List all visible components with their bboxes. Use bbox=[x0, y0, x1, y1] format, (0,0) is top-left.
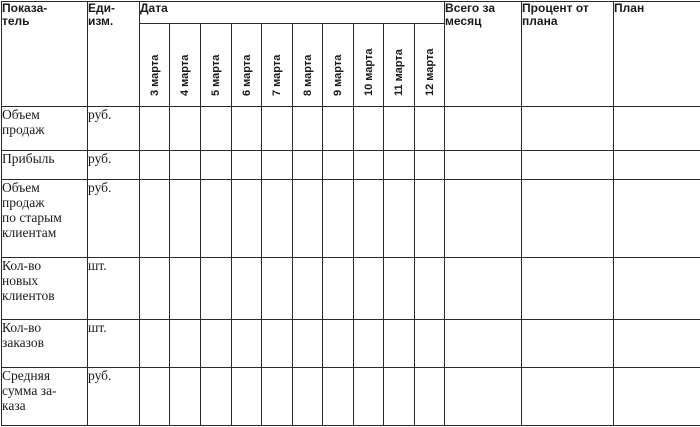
empty-cell bbox=[293, 320, 323, 367]
empty-cell bbox=[614, 107, 700, 151]
plan-percent-header-line: плана bbox=[522, 14, 558, 28]
date-column-header bbox=[415, 24, 445, 107]
indicator-header-line: Показа- bbox=[2, 1, 48, 15]
row-label-line: каза bbox=[2, 397, 26, 413]
date-label: 4 марта bbox=[179, 54, 191, 96]
row-label bbox=[2, 180, 88, 257]
row-label bbox=[2, 257, 88, 319]
empty-cell bbox=[354, 320, 384, 367]
empty-cell bbox=[323, 320, 354, 367]
empty-cell bbox=[445, 107, 522, 151]
row-label bbox=[2, 367, 88, 425]
row-label-line: Объем bbox=[2, 180, 40, 196]
row-unit: руб. bbox=[88, 367, 140, 425]
empty-cell bbox=[140, 180, 170, 257]
row-label bbox=[2, 107, 88, 151]
empty-cell bbox=[293, 367, 323, 425]
empty-cell bbox=[415, 367, 445, 425]
empty-cell bbox=[415, 257, 445, 319]
row-label-line: Кол-во bbox=[2, 320, 42, 336]
date-header-label: Дата bbox=[140, 1, 168, 15]
row-label bbox=[2, 151, 88, 180]
date-label: 6 марта bbox=[240, 54, 253, 96]
empty-cell bbox=[445, 151, 522, 180]
row-label-line: Прибыль bbox=[2, 151, 55, 167]
row-unit: руб. bbox=[88, 180, 140, 257]
date-column-header bbox=[293, 24, 323, 107]
row-label-line: клиентов bbox=[2, 287, 55, 303]
empty-cell bbox=[522, 320, 614, 367]
date-label: 9 марта bbox=[332, 54, 344, 96]
empty-cell bbox=[140, 320, 170, 367]
row-label-line: сумма за- bbox=[2, 382, 57, 398]
plan-header-label: План bbox=[614, 1, 645, 15]
unit-header bbox=[88, 2, 140, 107]
table-row bbox=[2, 107, 700, 151]
empty-cell bbox=[384, 367, 415, 425]
plan-header bbox=[614, 2, 700, 107]
empty-cell bbox=[445, 180, 522, 257]
empty-cell bbox=[140, 257, 170, 319]
empty-cell bbox=[262, 320, 293, 367]
empty-cell bbox=[140, 107, 170, 151]
table-row bbox=[2, 151, 700, 180]
empty-cell bbox=[522, 180, 614, 257]
row-label-line: продаж bbox=[2, 122, 45, 137]
empty-cell bbox=[354, 367, 384, 425]
empty-cell bbox=[445, 367, 522, 425]
row-unit: руб. bbox=[88, 151, 140, 180]
indicator-header bbox=[2, 2, 88, 107]
empty-cell bbox=[201, 151, 232, 180]
empty-cell bbox=[170, 320, 201, 367]
empty-cell bbox=[170, 107, 201, 151]
row-label-line: новых bbox=[2, 272, 39, 288]
monthly-total-header bbox=[445, 2, 522, 107]
date-label: 8 марта bbox=[301, 54, 314, 96]
row-unit: шт. bbox=[88, 320, 140, 367]
empty-cell bbox=[232, 320, 262, 367]
empty-cell bbox=[445, 257, 522, 319]
empty-cell bbox=[262, 180, 293, 257]
empty-cell bbox=[323, 151, 354, 180]
empty-cell bbox=[232, 107, 262, 151]
empty-cell bbox=[354, 151, 384, 180]
empty-cell bbox=[614, 180, 700, 257]
empty-cell bbox=[170, 180, 201, 257]
date-label: 3 марта bbox=[148, 54, 161, 96]
empty-cell bbox=[201, 367, 232, 425]
empty-cell bbox=[384, 257, 415, 319]
empty-cell bbox=[201, 320, 232, 367]
empty-cell bbox=[384, 320, 415, 367]
plan-percent-header-line: Процент от bbox=[522, 1, 589, 15]
row-label-line: по старым bbox=[2, 210, 62, 226]
empty-cell bbox=[445, 320, 522, 367]
date-label: 5 марта bbox=[210, 54, 222, 96]
monthly-total-header-line: месяц bbox=[445, 14, 482, 28]
row-label-line: Средняя bbox=[2, 367, 51, 383]
empty-cell bbox=[384, 180, 415, 257]
empty-cell bbox=[354, 257, 384, 319]
empty-cell bbox=[323, 367, 354, 425]
unit-header-line: Еди- bbox=[88, 1, 115, 15]
empty-cell bbox=[384, 151, 415, 180]
empty-cell bbox=[323, 180, 354, 257]
table-row bbox=[2, 320, 700, 367]
empty-cell bbox=[354, 180, 384, 257]
empty-cell bbox=[293, 257, 323, 319]
row-label-line: Кол-во bbox=[2, 257, 42, 273]
empty-cell bbox=[262, 107, 293, 151]
empty-cell bbox=[232, 367, 262, 425]
empty-cell bbox=[140, 151, 170, 180]
sales-report-table bbox=[1, 1, 700, 426]
date-label: 7 марта bbox=[271, 54, 283, 96]
row-label bbox=[2, 320, 88, 367]
empty-cell bbox=[262, 151, 293, 180]
empty-cell bbox=[522, 107, 614, 151]
empty-cell bbox=[262, 367, 293, 425]
empty-cell bbox=[614, 320, 700, 367]
empty-cell bbox=[522, 257, 614, 319]
date-column-header bbox=[323, 24, 354, 107]
empty-cell bbox=[293, 151, 323, 180]
empty-cell bbox=[522, 367, 614, 425]
empty-cell bbox=[384, 107, 415, 151]
empty-cell bbox=[293, 107, 323, 151]
date-column-header bbox=[232, 24, 262, 107]
row-label-line: клиентам bbox=[2, 225, 57, 241]
empty-cell bbox=[232, 151, 262, 180]
empty-cell bbox=[170, 151, 201, 180]
empty-cell bbox=[293, 180, 323, 257]
empty-cell bbox=[170, 367, 201, 425]
date-header bbox=[140, 2, 445, 24]
date-label: 10 марта bbox=[362, 48, 375, 96]
empty-cell bbox=[201, 107, 232, 151]
date-column-header bbox=[201, 24, 232, 107]
table-row bbox=[2, 257, 700, 319]
table-row bbox=[2, 367, 700, 425]
date-column-header bbox=[354, 24, 384, 107]
plan-percent-header bbox=[522, 2, 614, 107]
empty-cell bbox=[323, 257, 354, 319]
empty-cell bbox=[201, 180, 232, 257]
monthly-total-header-line: Всего за bbox=[445, 1, 496, 15]
empty-cell bbox=[170, 257, 201, 319]
empty-cell bbox=[614, 257, 700, 319]
indicator-header-line: тель bbox=[2, 14, 30, 28]
empty-cell bbox=[140, 367, 170, 425]
empty-cell bbox=[262, 257, 293, 319]
empty-cell bbox=[522, 151, 614, 180]
date-column-header bbox=[384, 24, 415, 107]
date-column-header bbox=[170, 24, 201, 107]
empty-cell bbox=[415, 180, 445, 257]
empty-cell bbox=[323, 107, 354, 151]
empty-cell bbox=[415, 107, 445, 151]
empty-cell bbox=[415, 320, 445, 367]
date-column-header bbox=[262, 24, 293, 107]
table-row bbox=[2, 180, 700, 257]
empty-cell bbox=[354, 107, 384, 151]
empty-cell bbox=[201, 257, 232, 319]
row-unit: шт. bbox=[88, 257, 140, 319]
unit-header-line: изм. bbox=[88, 14, 114, 28]
empty-cell bbox=[614, 367, 700, 425]
row-label-line: продаж bbox=[2, 195, 45, 211]
empty-cell bbox=[232, 180, 262, 257]
row-label-line: заказов bbox=[2, 335, 45, 351]
row-label-line: Объем bbox=[2, 107, 40, 122]
empty-cell bbox=[232, 257, 262, 319]
row-unit: руб. bbox=[88, 107, 140, 151]
empty-cell bbox=[415, 151, 445, 180]
date-label: 12 марта bbox=[423, 48, 436, 96]
date-column-header bbox=[140, 24, 170, 107]
date-label: 11 марта bbox=[393, 49, 405, 96]
empty-cell bbox=[614, 151, 700, 180]
